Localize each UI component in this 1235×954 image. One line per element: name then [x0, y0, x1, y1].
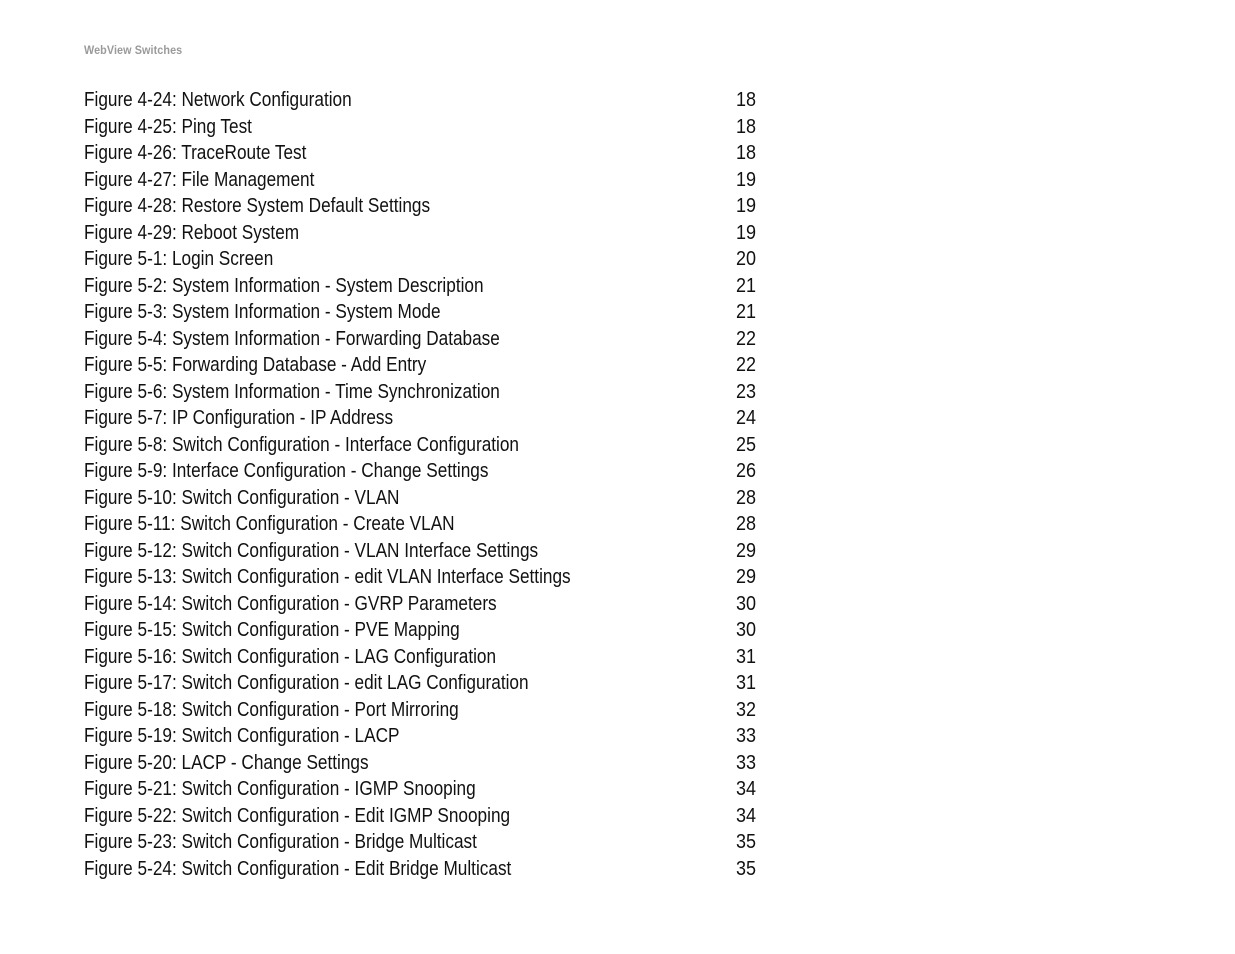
toc-entry	[84, 379, 784, 406]
toc-entry	[84, 856, 784, 883]
toc-entry-page-number: 22	[736, 327, 757, 350]
toc-entry	[84, 644, 784, 671]
toc-entry	[84, 723, 784, 750]
toc-entry-title: Figure 5-9: Interface Configuration - Change Settings	[84, 460, 489, 482]
toc-entry-title: Figure 5-2: System Information - System Description	[84, 274, 484, 297]
toc-entry-page-number: 33	[736, 725, 757, 747]
toc-entry-title: Figure 4-28: Restore System Default Settings	[84, 195, 431, 217]
toc-entry-page-number: 18	[736, 115, 757, 138]
toc-entry	[84, 829, 784, 856]
toc-entry-title: Figure 5-18: Switch Configuration - Port Mirroring	[84, 698, 459, 721]
toc-entry-title: Figure 5-11: Switch Configuration - Create VLAN	[84, 513, 455, 535]
running-header: WebView Switches	[84, 43, 183, 57]
toc-entry	[84, 87, 784, 114]
toc-entry-title: Figure 5-12: Switch Configuration - VLAN Interface Settings	[84, 539, 539, 562]
toc-entry-page-number: 35	[736, 831, 757, 853]
toc-entry-title: Figure 5-4: System Information - Forwarding Database	[84, 327, 500, 350]
toc-entry-title: Figure 5-3: System Information - System Mode	[84, 301, 441, 323]
toc-entry-page-number: 23	[736, 380, 757, 403]
toc-entry-title: Figure 5-21: Switch Configuration - IGMP Snooping	[84, 778, 476, 800]
toc-entry-title: Figure 5-6: System Information - Time Synchronization	[84, 380, 500, 403]
toc-entry-title: Figure 4-25: Ping Test	[84, 115, 252, 138]
toc-entry-page-number: 32	[736, 698, 757, 721]
toc-entry	[84, 617, 784, 644]
toc-entry-page-number: 18	[736, 142, 757, 164]
toc-entry-page-number: 31	[736, 645, 757, 668]
toc-entry-title: Figure 5-10: Switch Configuration - VLAN	[84, 486, 400, 509]
toc-entry-page-number: 20	[736, 248, 757, 270]
toc-entry	[84, 140, 784, 167]
toc-entry-page-number: 26	[736, 460, 757, 482]
toc-entry-page-number: 21	[736, 301, 757, 323]
toc-entry	[84, 193, 784, 220]
toc-entry-page-number: 18	[736, 89, 757, 111]
toc-entry-title: Figure 5-24: Switch Configuration - Edit Bridge Multicast	[84, 857, 512, 880]
toc-entry	[84, 167, 784, 194]
toc-entry-page-number: 19	[736, 221, 757, 244]
toc-entry	[84, 697, 784, 724]
toc-entry-title: Figure 5-15: Switch Configuration - PVE Mapping	[84, 619, 460, 641]
toc-entry	[84, 776, 784, 803]
toc-entry-page-number: 28	[736, 486, 757, 509]
toc-entry	[84, 591, 784, 618]
toc-entry-page-number: 35	[736, 857, 757, 880]
toc-entry	[84, 564, 784, 591]
toc-entry-title: Figure 4-26: TraceRoute Test	[84, 142, 307, 164]
toc-entry	[84, 458, 784, 485]
toc-entry	[84, 538, 784, 565]
toc-entry-title: Figure 5-7: IP Configuration - IP Address	[84, 407, 394, 429]
toc-entry	[84, 299, 784, 326]
toc-entry	[84, 670, 784, 697]
list-of-figures	[84, 87, 784, 882]
toc-entry-page-number: 28	[736, 513, 757, 535]
toc-entry-title: Figure 5-13: Switch Configuration - edit VLAN Interface Settings	[84, 566, 571, 588]
toc-entry-page-number: 22	[736, 354, 757, 376]
toc-entry-page-number: 29	[736, 566, 757, 588]
toc-entry	[84, 803, 784, 830]
toc-entry-title: Figure 5-19: Switch Configuration - LACP	[84, 725, 400, 747]
toc-entry-title: Figure 5-17: Switch Configuration - edit LAG Configuration	[84, 672, 529, 694]
toc-entry	[84, 485, 784, 512]
toc-entry	[84, 432, 784, 459]
toc-entry-title: Figure 5-14: Switch Configuration - GVRP Parameters	[84, 592, 497, 615]
toc-entry	[84, 750, 784, 777]
toc-entry-title: Figure 4-29: Reboot System	[84, 221, 300, 244]
toc-entry	[84, 511, 784, 538]
toc-entry-page-number: 24	[736, 407, 757, 429]
toc-entry	[84, 405, 784, 432]
toc-entry	[84, 352, 784, 379]
toc-entry-page-number: 29	[736, 539, 757, 562]
toc-entry	[84, 326, 784, 353]
toc-entry-page-number: 19	[736, 195, 757, 217]
toc-entry-title: Figure 5-23: Switch Configuration - Bridge Multicast	[84, 831, 477, 853]
toc-entry	[84, 114, 784, 141]
toc-entry-page-number: 34	[736, 778, 757, 800]
toc-entry-page-number: 34	[736, 804, 757, 827]
toc-entry-title: Figure 5-20: LACP - Change Settings	[84, 751, 369, 774]
toc-entry-title: Figure 5-1: Login Screen	[84, 248, 274, 270]
toc-entry-title: Figure 5-22: Switch Configuration - Edit IGMP Snooping	[84, 804, 511, 827]
toc-entry-page-number: 30	[736, 619, 757, 641]
toc-entry-page-number: 30	[736, 592, 757, 615]
toc-entry-page-number: 21	[736, 274, 757, 297]
toc-entry	[84, 246, 784, 273]
toc-entry-page-number: 33	[736, 751, 757, 774]
toc-entry-page-number: 25	[736, 433, 757, 456]
toc-entry	[84, 220, 784, 247]
toc-entry-page-number: 19	[736, 168, 757, 191]
toc-entry-title: Figure 5-16: Switch Configuration - LAG Configuration	[84, 645, 497, 668]
toc-entry-page-number: 31	[736, 672, 757, 694]
toc-entry	[84, 273, 784, 300]
toc-entry-title: Figure 5-5: Forwarding Database - Add Entry	[84, 354, 427, 376]
toc-entry-title: Figure 5-8: Switch Configuration - Interface Configuration	[84, 433, 519, 456]
toc-entry-title: Figure 4-27: File Management	[84, 168, 315, 191]
toc-entry-title: Figure 4-24: Network Configuration	[84, 89, 352, 111]
